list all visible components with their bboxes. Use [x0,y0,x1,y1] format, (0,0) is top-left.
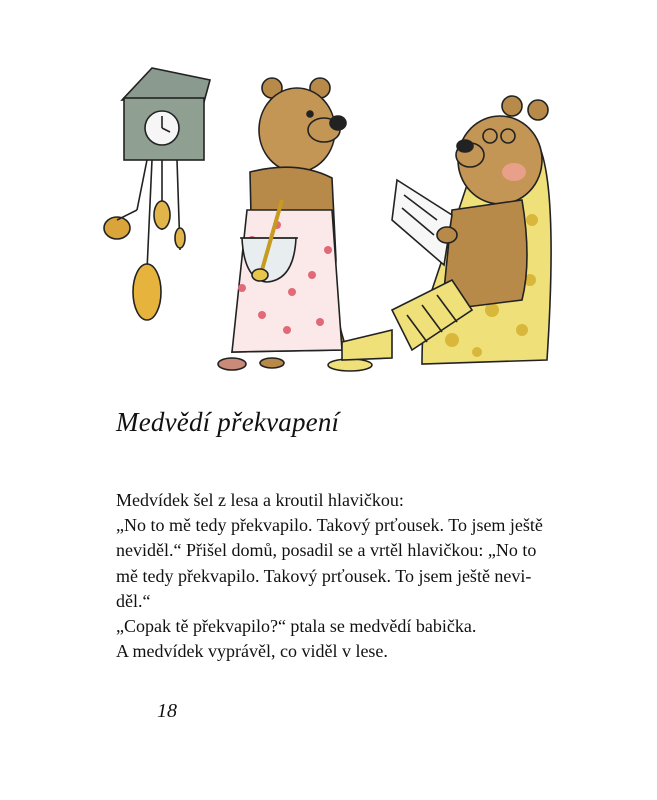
text-line: „Copak tě překvapilo?“ ptala se medvědí babička. [116,616,477,637]
bears-illustration [92,60,552,390]
text-line: A medvídek vyprávěl, co viděl v lese. [116,641,388,662]
text-line: „No to mě tedy překvapilo. Takový prťousek. To jsem ještě [116,515,543,536]
newspaper-icon [392,180,452,265]
text-line: mě tedy překvapilo. Takový prťousek. To jsem ještě nevi- [116,565,532,586]
cuckoo-clock-icon [104,68,210,320]
text-line: neviděl.“ Přišel domů, posadil se a vrtěl hlavičkou: „No to [116,540,537,561]
grandmother-bear [218,78,372,371]
story-title: Medvědí překvapení [116,407,340,437]
text-line: Medvídek šel z lesa a kroutil hlavičkou: [116,490,404,510]
page-number: 18 [157,700,177,722]
text-line: děl.“ [116,590,151,611]
story-text [116,488,556,664]
